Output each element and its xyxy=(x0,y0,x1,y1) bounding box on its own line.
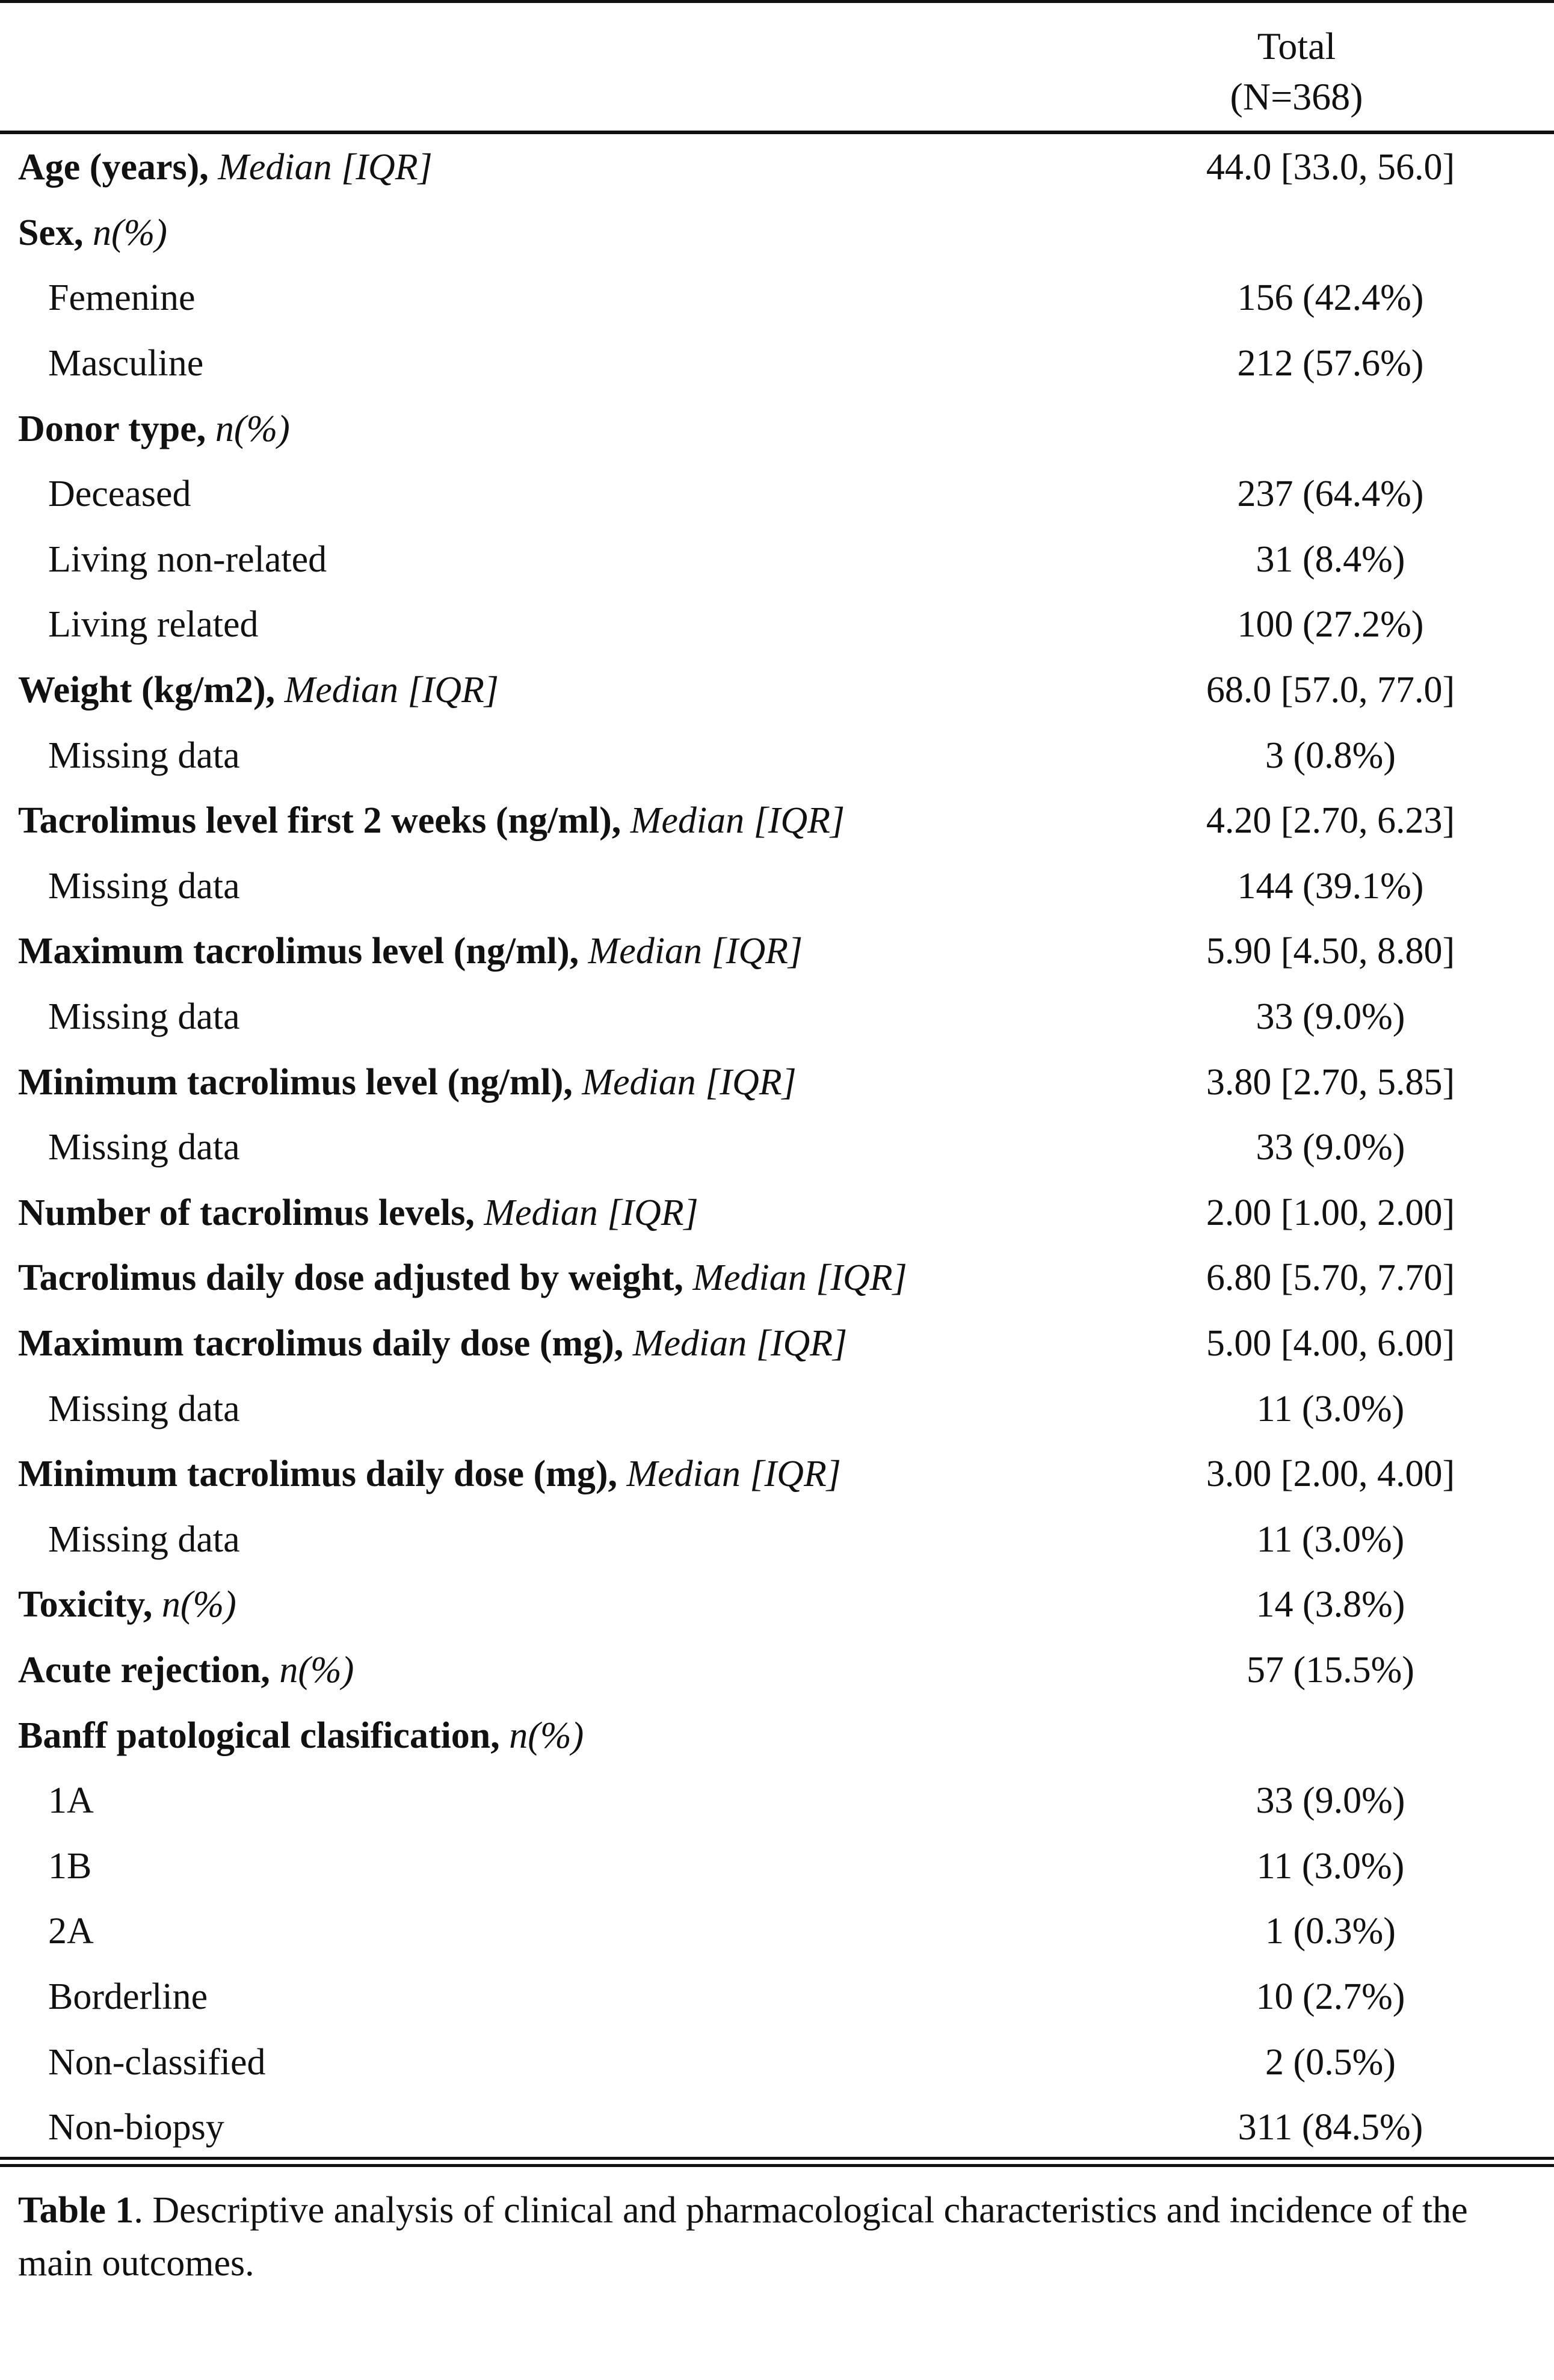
row-label-cell xyxy=(0,919,1131,984)
table-row xyxy=(0,1572,1554,1638)
row-label: Maximum tacrolimus level (ng/ml), xyxy=(18,931,579,972)
table-row xyxy=(0,135,1554,200)
row-value: 5.90 [4.50, 8.80] xyxy=(1206,931,1455,972)
row-statistic: Median [IQR] xyxy=(632,1322,848,1364)
row-label-cell xyxy=(0,788,1131,854)
row-statistic: n(%) xyxy=(215,408,290,449)
row-label: Tacrolimus daily dose adjusted by weight, xyxy=(18,1257,683,1299)
table-row xyxy=(0,200,1554,266)
row-label: 2A xyxy=(48,1911,94,1952)
table-row xyxy=(0,527,1554,593)
row-label-cell xyxy=(0,1899,1131,1964)
total-column-header xyxy=(1176,21,1417,122)
row-statistic: Median [IQR] xyxy=(582,1061,797,1103)
row-label: Borderline xyxy=(48,1976,208,2017)
table-row xyxy=(0,331,1554,396)
table-row xyxy=(0,2095,1554,2160)
row-label-cell xyxy=(0,1311,1131,1377)
row-value: 68.0 [57.0, 77.0] xyxy=(1206,670,1455,711)
row-statistic: n(%) xyxy=(279,1649,354,1691)
row-value: 14 (3.8%) xyxy=(1256,1584,1405,1626)
row-label: Deceased xyxy=(48,473,191,515)
row-value: 6.80 [5.70, 7.70] xyxy=(1206,1257,1455,1299)
table-row xyxy=(0,788,1554,854)
row-label: Minimum tacrolimus level (ng/ml), xyxy=(18,1061,573,1103)
row-label: Missing data xyxy=(48,1388,240,1429)
table-row xyxy=(0,1311,1554,1377)
row-statistic: n(%) xyxy=(509,1715,584,1756)
table-row xyxy=(0,854,1554,919)
table-row xyxy=(0,461,1554,527)
table-row xyxy=(0,396,1554,461)
column-title: Total xyxy=(1257,25,1336,67)
row-label: Tacrolimus level first 2 weeks (ng/ml), xyxy=(18,800,621,842)
row-statistic: Median [IQR] xyxy=(284,670,499,711)
row-label-cell xyxy=(0,200,1131,266)
column-sample-size: (N=368) xyxy=(1230,75,1363,118)
row-label-cell xyxy=(0,527,1131,593)
row-label-cell xyxy=(0,1768,1131,1834)
row-value: 144 (39.1%) xyxy=(1237,865,1424,907)
row-label: 1A xyxy=(48,1780,94,1822)
table-body xyxy=(0,135,1554,2160)
row-value xyxy=(1131,396,1554,461)
row-label-cell xyxy=(0,331,1131,396)
row-label-cell xyxy=(0,396,1131,461)
table-row xyxy=(0,1768,1554,1834)
row-label: Femenine xyxy=(48,277,196,319)
row-label-cell xyxy=(0,1245,1131,1311)
header-rule xyxy=(0,131,1554,134)
row-label-cell xyxy=(0,1638,1131,1703)
table-row xyxy=(0,2029,1554,2095)
row-statistic: Median [IQR] xyxy=(626,1454,841,1495)
caption-label: Table 1 xyxy=(18,2190,134,2231)
row-label: Non-biopsy xyxy=(48,2107,224,2148)
row-label: Missing data xyxy=(48,865,240,907)
table-row xyxy=(0,1964,1554,2030)
table-row xyxy=(0,658,1554,723)
row-value: 237 (64.4%) xyxy=(1237,473,1424,515)
row-label-cell xyxy=(0,1572,1131,1638)
row-value: 11 (3.0%) xyxy=(1256,1845,1405,1887)
row-statistic: Median [IQR] xyxy=(218,147,433,188)
row-label-cell xyxy=(0,461,1131,527)
row-label: Toxicity, xyxy=(18,1584,153,1626)
row-label: Acute rejection, xyxy=(18,1649,270,1691)
row-value: 10 (2.7%) xyxy=(1256,1976,1405,2017)
table-row xyxy=(0,1180,1554,1246)
row-label-cell xyxy=(0,592,1131,658)
row-label: Masculine xyxy=(48,343,204,384)
table-bottom-rule-double xyxy=(0,2164,1554,2167)
table-row xyxy=(0,1115,1554,1180)
table-row xyxy=(0,1376,1554,1441)
table-row xyxy=(0,723,1554,788)
row-label: Living related xyxy=(48,604,259,646)
table-row xyxy=(0,1245,1554,1311)
table-row xyxy=(0,1703,1554,1768)
row-statistic: Median [IQR] xyxy=(588,931,803,972)
row-statistic: n(%) xyxy=(161,1584,236,1626)
row-label: 1B xyxy=(48,1845,92,1887)
row-label-cell xyxy=(0,723,1131,788)
row-value: 57 (15.5%) xyxy=(1247,1649,1414,1691)
row-label: Living non-related xyxy=(48,538,327,580)
table-row xyxy=(0,1899,1554,1964)
row-value: 212 (57.6%) xyxy=(1237,343,1424,384)
row-label-cell xyxy=(0,1180,1131,1246)
row-label-cell xyxy=(0,135,1131,200)
row-value: 2.00 [1.00, 2.00] xyxy=(1206,1192,1455,1233)
row-label: Maximum tacrolimus daily dose (mg), xyxy=(18,1322,624,1364)
table-bottom-rule xyxy=(0,2157,1554,2160)
row-value: 3.00 [2.00, 4.00] xyxy=(1206,1454,1455,1495)
row-label: Sex, xyxy=(18,212,84,253)
row-label-cell xyxy=(0,2029,1131,2095)
row-value: 3 (0.8%) xyxy=(1265,735,1396,776)
row-value xyxy=(1131,200,1554,266)
row-label: Weight (kg/m2), xyxy=(18,670,276,711)
row-label-cell xyxy=(0,1703,1131,1768)
row-value: 100 (27.2%) xyxy=(1237,604,1424,646)
row-label-cell xyxy=(0,984,1131,1050)
table-row xyxy=(0,592,1554,658)
row-label-cell xyxy=(0,1441,1131,1507)
row-value: 31 (8.4%) xyxy=(1256,538,1405,580)
row-label: Missing data xyxy=(48,996,240,1038)
table-row xyxy=(0,1638,1554,1703)
row-value xyxy=(1131,1703,1554,1768)
table-header xyxy=(0,3,1554,131)
row-value: 5.00 [4.00, 6.00] xyxy=(1206,1322,1455,1364)
row-label: Number of tacrolimus levels, xyxy=(18,1192,475,1233)
row-value: 3.80 [2.70, 5.85] xyxy=(1206,1061,1455,1103)
row-value: 311 (84.5%) xyxy=(1238,2107,1423,2148)
row-label-cell xyxy=(0,658,1131,723)
row-value: 33 (9.0%) xyxy=(1256,996,1405,1038)
row-statistic: Median [IQR] xyxy=(484,1192,698,1233)
caption-text: . Descriptive analysis of clinical and pharmacological characteristics and incidence of the main outcomes. xyxy=(18,2190,1468,2284)
row-label: Missing data xyxy=(48,1127,240,1168)
table-row xyxy=(0,1049,1554,1115)
row-statistic: Median [IQR] xyxy=(692,1257,907,1299)
row-label: Age (years), xyxy=(18,147,209,188)
row-label-cell xyxy=(0,265,1131,331)
table-row xyxy=(0,1833,1554,1899)
row-statistic: Median [IQR] xyxy=(630,800,845,842)
row-value: 44.0 [33.0, 56.0] xyxy=(1206,147,1455,188)
row-label-cell xyxy=(0,1506,1131,1572)
table-row xyxy=(0,265,1554,331)
table-row xyxy=(0,919,1554,984)
row-value: 33 (9.0%) xyxy=(1256,1127,1405,1168)
row-label: Banff patological clasification, xyxy=(18,1715,500,1756)
row-label-cell xyxy=(0,854,1131,919)
row-value: 11 (3.0%) xyxy=(1256,1388,1405,1429)
table-row xyxy=(0,1441,1554,1507)
row-value: 11 (3.0%) xyxy=(1256,1518,1405,1560)
row-label: Missing data xyxy=(48,735,240,776)
row-label-cell xyxy=(0,1376,1131,1441)
row-label: Non-classified xyxy=(48,2041,266,2083)
descriptive-table xyxy=(0,135,1554,2160)
row-label-cell xyxy=(0,1049,1131,1115)
row-statistic: n(%) xyxy=(93,212,167,253)
row-value: 2 (0.5%) xyxy=(1265,2041,1396,2083)
row-label-cell xyxy=(0,1115,1131,1180)
table-row xyxy=(0,1506,1554,1572)
row-label-cell xyxy=(0,1833,1131,1899)
row-value: 1 (0.3%) xyxy=(1265,1911,1396,1952)
row-label: Minimum tacrolimus daily dose (mg), xyxy=(18,1454,617,1495)
row-label: Donor type, xyxy=(18,408,206,449)
row-value: 33 (9.0%) xyxy=(1256,1780,1405,1822)
row-label: Missing data xyxy=(48,1518,240,1560)
table-caption xyxy=(18,2184,1534,2290)
row-value: 156 (42.4%) xyxy=(1237,277,1424,319)
row-value: 4.20 [2.70, 6.23] xyxy=(1206,800,1455,842)
table-row xyxy=(0,984,1554,1050)
row-label-cell xyxy=(0,1964,1131,2030)
row-label-cell xyxy=(0,2095,1131,2160)
